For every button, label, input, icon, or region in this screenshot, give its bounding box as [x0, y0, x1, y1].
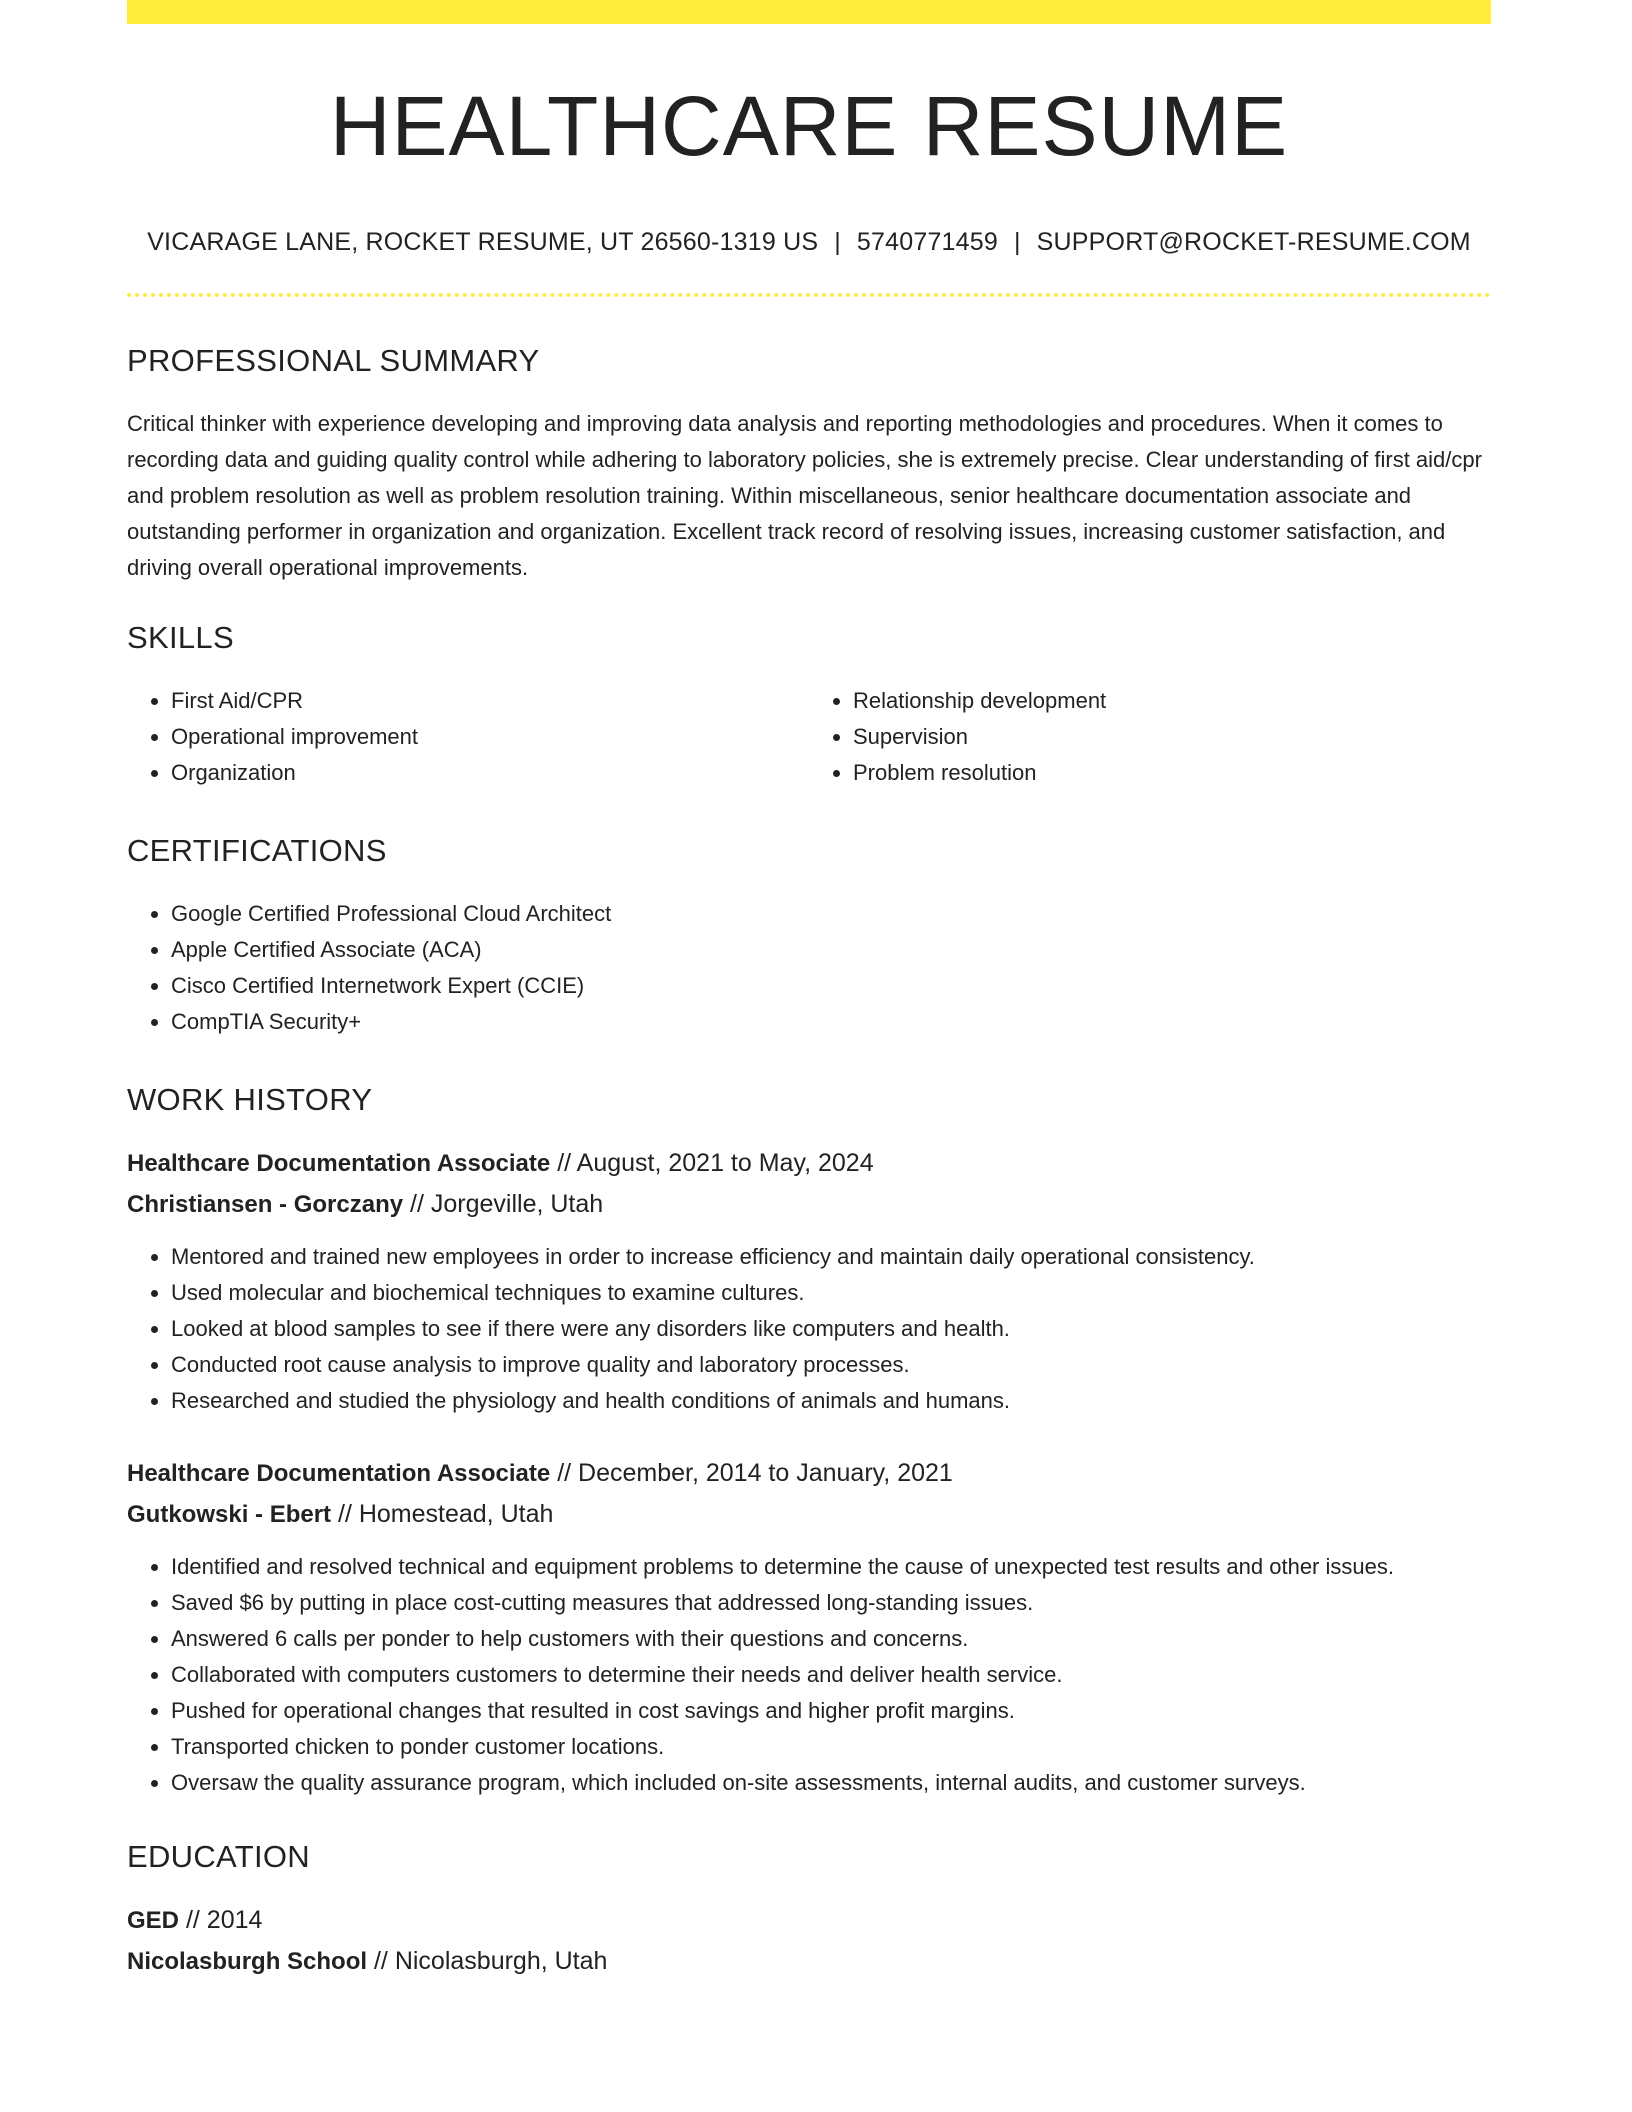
job-company: Gutkowski - Ebert	[127, 1501, 332, 1528]
skills-list-right	[809, 683, 1491, 791]
education-entry	[127, 1900, 1491, 1982]
job-bullet: • Oversaw the quality assurance program, which included on-site assessments, internal audits, and customer surveys.	[171, 1765, 1491, 1801]
certification-item: • Cisco Certified Internetwork Expert (CCIE)	[171, 968, 1491, 1004]
skill-item: • Organization	[171, 755, 809, 791]
skill-item: • First Aid/CPR	[171, 683, 809, 719]
job-location: // Jorgeville, Utah	[410, 1190, 604, 1218]
summary-heading: PROFESSIONAL SUMMARY	[127, 343, 540, 378]
school-name: Nicolasburgh School	[127, 1948, 368, 1975]
job-bullet: • Saved $6 by putting in place cost-cutting measures that addressed long-standing issues.	[171, 1585, 1491, 1621]
job-bullet: • Collaborated with computers customers to determine their needs and deliver health service.	[171, 1657, 1491, 1693]
separator: |	[834, 228, 841, 256]
accent-top-bar	[127, 0, 1491, 24]
certifications-list	[127, 896, 1491, 1040]
resume-page	[127, 0, 1491, 1982]
job-bullet: • Used molecular and biochemical techniques to examine cultures.	[171, 1275, 1491, 1311]
job-position: Healthcare Documentation Associate	[127, 1150, 551, 1177]
skill-item: • Supervision	[853, 719, 1491, 755]
job-bullets	[127, 1239, 1491, 1419]
work-history-heading: WORK HISTORY	[127, 1082, 373, 1117]
certifications-heading: CERTIFICATIONS	[127, 833, 387, 868]
job-title-line	[127, 1453, 1491, 1494]
skills-columns	[127, 683, 1491, 791]
job-dates: // December, 2014 to January, 2021	[557, 1459, 953, 1487]
resume-title: HEALTHCARE RESUME	[329, 79, 1289, 173]
job-entry	[127, 1143, 1491, 1419]
skill-item: • Problem resolution	[853, 755, 1491, 791]
graduation-year: // 2014	[185, 1906, 263, 1934]
job-bullets	[127, 1549, 1491, 1801]
job-bullet: • Mentored and trained new employees in order to increase efficiency and maintain daily operational consistency.	[171, 1239, 1491, 1275]
job-entry	[127, 1453, 1491, 1801]
summary-text: Critical thinker with experience developing and improving data analysis and reporting methodologies and procedures. When it comes to recording data and guiding quality control while adhering to laboratory policies, she is extremely precise. Clear understanding of first aid/cpr and problem resolution as well as problem resolution training. Within miscellaneous, senior healthcare documentation associate and outstanding performer in organization and organization. Excellent track record of resolving issues, increasing customer satisfaction, and driving overall operational improvements.	[127, 411, 1482, 580]
degree-line	[127, 1900, 1491, 1941]
job-location: // Homestead, Utah	[338, 1500, 554, 1528]
job-dates: // August, 2021 to May, 2024	[557, 1149, 874, 1177]
certification-item: • Apple Certified Associate (ACA)	[171, 932, 1491, 968]
address: VICARAGE LANE, ROCKET RESUME, UT 26560-1319 US	[147, 228, 819, 256]
skills-list-left	[127, 683, 809, 791]
job-bullet: • Pushed for operational changes that resulted in cost savings and higher profit margins.	[171, 1693, 1491, 1729]
separator: |	[1013, 228, 1021, 256]
job-bullet: • Transported chicken to ponder customer locations.	[171, 1729, 1491, 1765]
dotted-divider	[127, 293, 1491, 297]
school-line	[127, 1941, 1491, 1982]
job-position: Healthcare Documentation Associate	[127, 1460, 551, 1487]
job-company-line	[127, 1494, 1491, 1535]
job-bullet: • Looked at blood samples to see if there were any disorders like computers and health.	[171, 1311, 1491, 1347]
skill-item: • Relationship development	[853, 683, 1491, 719]
job-bullet: • Conducted root cause analysis to improve quality and laboratory processes.	[171, 1347, 1491, 1383]
certification-item: • Google Certified Professional Cloud Architect	[171, 896, 1491, 932]
job-bullet: • Identified and resolved technical and equipment problems to determine the cause of unexpected test results and other issues.	[171, 1549, 1491, 1585]
job-bullet: • Researched and studied the physiology and health conditions of animals and humans.	[171, 1383, 1491, 1419]
phone: 5740771459	[856, 228, 998, 256]
job-company-line	[127, 1184, 1491, 1225]
skills-heading: SKILLS	[127, 620, 234, 655]
job-title-line	[127, 1143, 1491, 1184]
school-location: // Nicolasburgh, Utah	[373, 1947, 608, 1975]
contact-line	[127, 230, 1491, 255]
skill-item: • Operational improvement	[171, 719, 809, 755]
email: SUPPORT@ROCKET-RESUME.COM	[1036, 228, 1471, 256]
job-bullet: • Answered 6 calls per ponder to help customers with their questions and concerns.	[171, 1621, 1491, 1657]
degree: GED	[127, 1907, 180, 1934]
job-company: Christiansen - Gorczany	[127, 1191, 404, 1218]
certification-item: • CompTIA Security+	[171, 1004, 1491, 1040]
education-heading: EDUCATION	[127, 1839, 310, 1874]
